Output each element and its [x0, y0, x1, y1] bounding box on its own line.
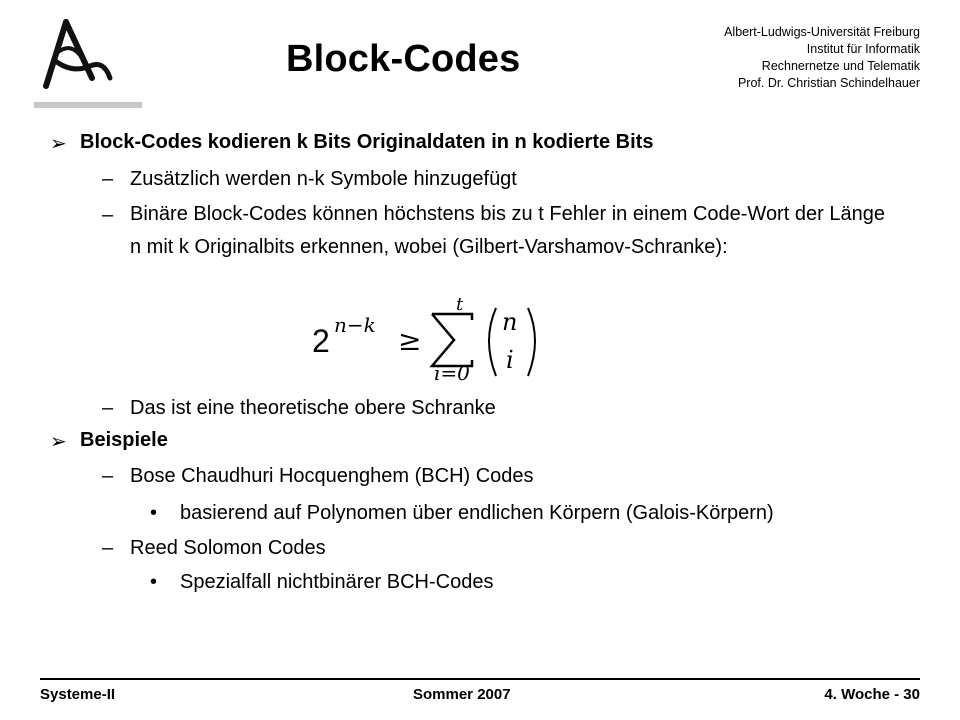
formula-binom-top: n	[502, 308, 518, 336]
sigma-icon	[432, 314, 472, 366]
institution-line: Albert-Ludwigs-Universität Freiburg	[724, 25, 920, 39]
dash-marker: –	[102, 465, 114, 487]
footer-center: Sommer 2007	[413, 686, 511, 703]
left-paren	[489, 308, 496, 376]
formula-sum-upper: t	[456, 294, 464, 315]
institution-line: Institut für Informatik	[806, 42, 920, 56]
formula-exponent: n−k	[334, 313, 376, 337]
dot-marker: •	[150, 502, 158, 524]
slide-title: Block-Codes	[286, 38, 521, 80]
bullet-heading: Block-Codes kodieren k Bits Originaldaten in n kodierte Bits	[80, 131, 654, 153]
bullet-heading: Beispiele	[80, 429, 168, 451]
institution-line: Prof. Dr. Christian Schindelhauer	[737, 76, 920, 90]
dash-marker: –	[102, 204, 114, 226]
footer-right: 4. Woche - 30	[824, 686, 920, 703]
formula-base: 2	[312, 323, 330, 359]
right-paren	[528, 308, 535, 376]
arrow-bullet-icon: ➢	[50, 133, 67, 155]
formula-binom-bottom: i	[506, 346, 514, 374]
gilbert-varshamov-formula	[312, 290, 552, 390]
footer-divider	[40, 678, 920, 680]
formula-sum-lower: i=0	[434, 361, 470, 385]
university-logo-icon	[32, 12, 144, 112]
sub-item: Reed Solomon Codes	[130, 537, 326, 559]
footer-left: Systeme-II	[40, 686, 116, 703]
sub-item-paragraph: Binäre Block-Codes können höchstens bis zu t Fehler in einem Code-Wort der Länge n mit k Originalbits erkennen, wobei (Gilbert-Varshamov-Schranke):	[130, 203, 885, 258]
sub-item: Das ist eine theoretische obere Schranke	[130, 397, 496, 419]
dash-marker: –	[102, 537, 114, 559]
sub-item: Bose Chaudhuri Hocquenghem (BCH) Codes	[130, 465, 534, 487]
dot-marker: •	[150, 571, 158, 593]
dash-marker: –	[102, 168, 114, 190]
arrow-bullet-icon: ➢	[50, 431, 67, 453]
sub-item: Zusätzlich werden n-k Symbole hinzugefügt	[130, 168, 517, 190]
sub-sub-item: Spezialfall nichtbinärer BCH-Codes	[180, 571, 494, 593]
dash-marker: –	[102, 397, 114, 419]
formula-relation: ≥	[398, 324, 422, 357]
institution-line: Rechnernetze und Telematik	[761, 59, 920, 73]
institution-block	[620, 24, 920, 92]
sub-sub-item: basierend auf Polynomen über endlichen Körpern (Galois-Körpern)	[180, 502, 774, 524]
